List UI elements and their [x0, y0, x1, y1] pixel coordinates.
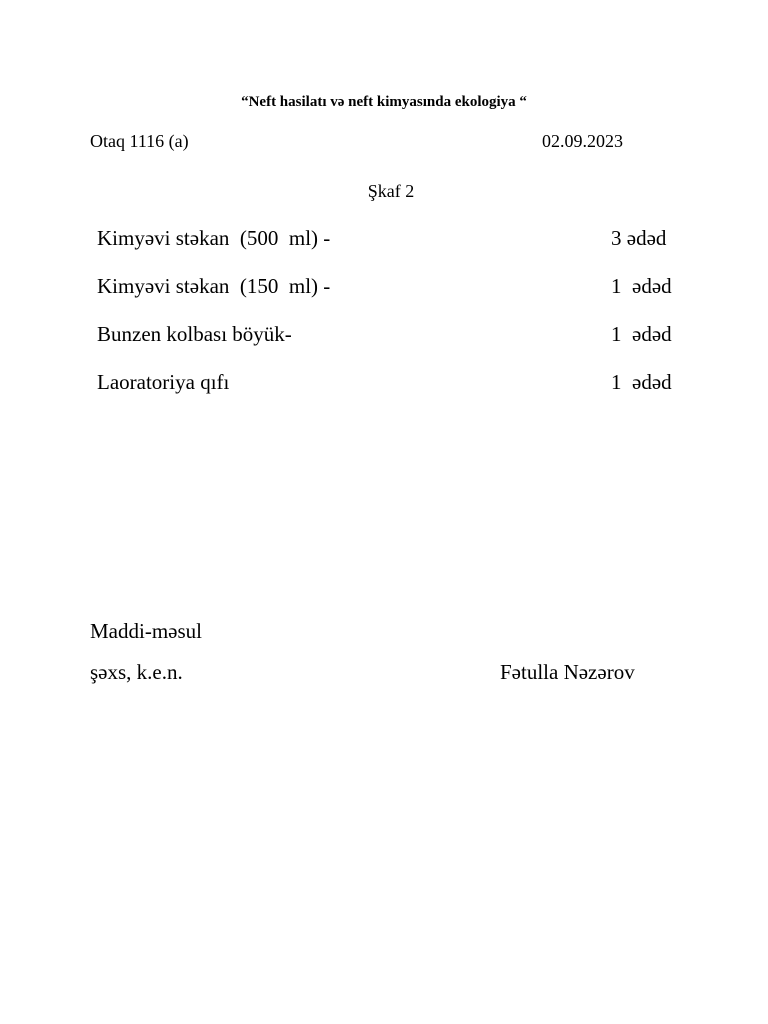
- responsible-label: Maddi-məsul: [90, 619, 202, 643]
- list-item: [97, 274, 697, 322]
- item-name: Kimyəvi stəkan (150 ml) -: [97, 274, 331, 298]
- item-quantity: 3 ədəd: [611, 226, 667, 250]
- cabinet-label: Şkaf 2: [367, 181, 415, 201]
- responsible-title: şəxs, k.e.n.: [90, 660, 183, 684]
- responsible-name: Fətulla Nəzərov: [500, 660, 635, 684]
- item-quantity: 1 ədəd: [611, 274, 672, 298]
- list-item: [97, 370, 697, 418]
- document-title: “Neft hasilatı və neft kimyasında ekologiya “: [241, 94, 527, 110]
- room-label: Otaq 1116 (a): [90, 131, 189, 151]
- item-name: Bunzen kolbası böyük-: [97, 322, 292, 346]
- list-item: [97, 226, 697, 274]
- inventory-list: [97, 226, 697, 418]
- item-quantity: 1 ədəd: [611, 322, 672, 346]
- item-name: Kimyəvi stəkan (500 ml) -: [97, 226, 331, 250]
- document-date: 02.09.2023: [542, 131, 623, 151]
- list-item: [97, 322, 697, 370]
- item-name: Laoratoriya qıfı: [97, 370, 230, 394]
- item-quantity: 1 ədəd: [611, 370, 672, 394]
